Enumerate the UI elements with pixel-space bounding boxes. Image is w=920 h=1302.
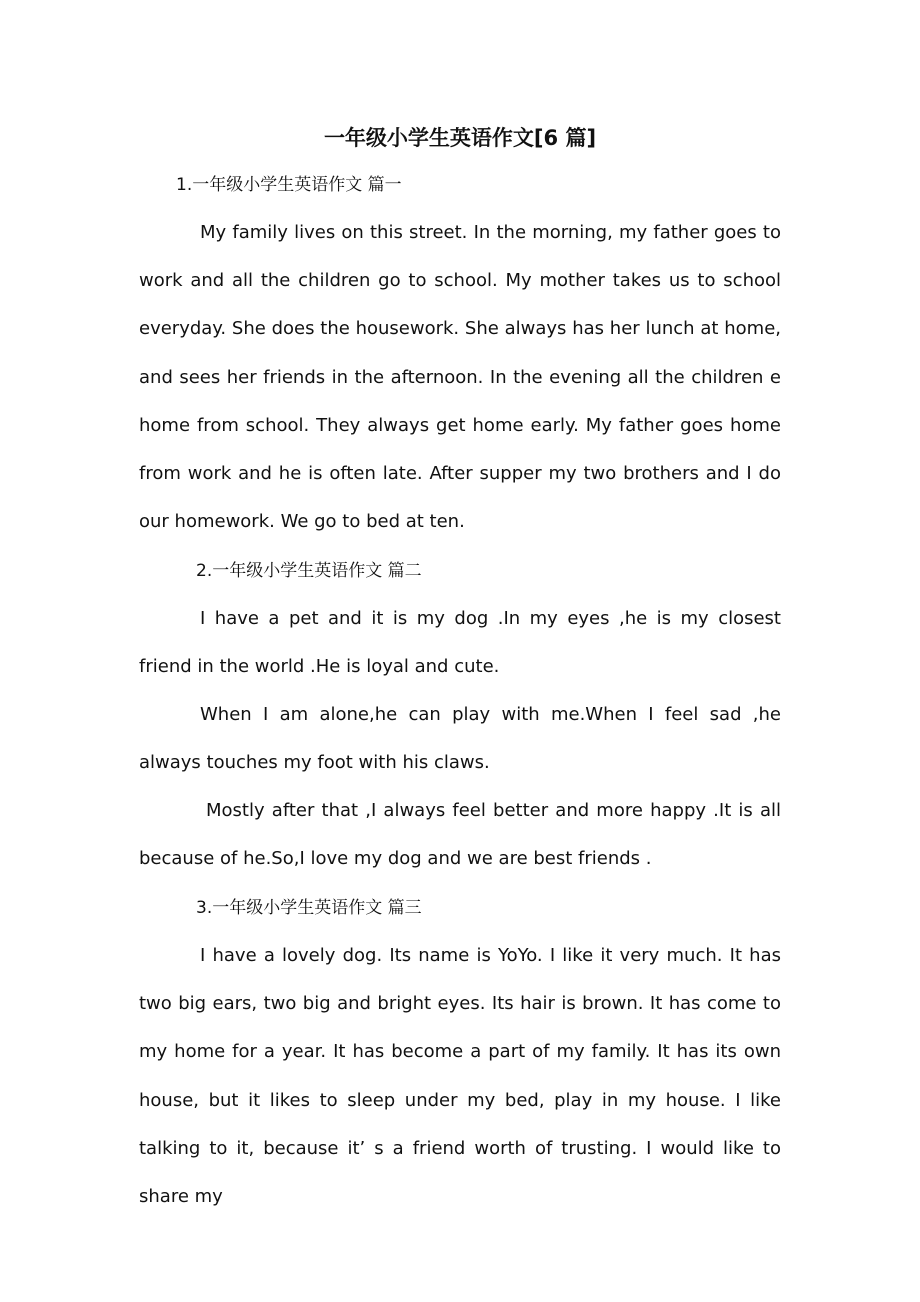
section-heading-2: 2.一年级小学生英语作文 篇二	[196, 561, 422, 581]
section-3-paragraph-1: I have a lovely dog. Its name is YoYo. I like it very much. It has two big ears, two big and bright eyes. Its hair is brown. It has come to my home for a year. It has become a part of my family. It has its own house, but it likes to sleep under my bed, play in my house. I like talking to it, because it’ s a friend worth of trusting. I would like to share my	[139, 945, 781, 1208]
section-2-paragraph-2: When I am alone,he can play with me.When I feel sad ,he always touches my foot with his claws.	[139, 704, 781, 774]
section-heading-3: 3.一年级小学生英语作文 篇三	[196, 898, 422, 918]
page-title: 一年级小学生英语作文[6 篇]	[323, 126, 597, 150]
section-2-paragraph-1: I have a pet and it is my dog .In my eyes ,he is my closest friend in the world .He is loyal and cute.	[139, 608, 781, 678]
section-1-paragraph-1: My family lives on this street. In the morning, my father goes to work and all the children go to school. My mother takes us to school everyday. She does the housework. She always has her lunch at home, and sees her friends in the afternoon. In the evening all the children e home from school. They always get home early. My father goes home from work and he is often late. After supper my two brothers and I do our homework. We go to bed at ten.	[139, 222, 781, 533]
section-heading-1: 1.一年级小学生英语作文 篇一	[176, 175, 402, 195]
section-2-paragraph-3: Mostly after that ,I always feel better and more happy .It is all because of he.So,I love my dog and we are best friends .	[139, 800, 781, 870]
